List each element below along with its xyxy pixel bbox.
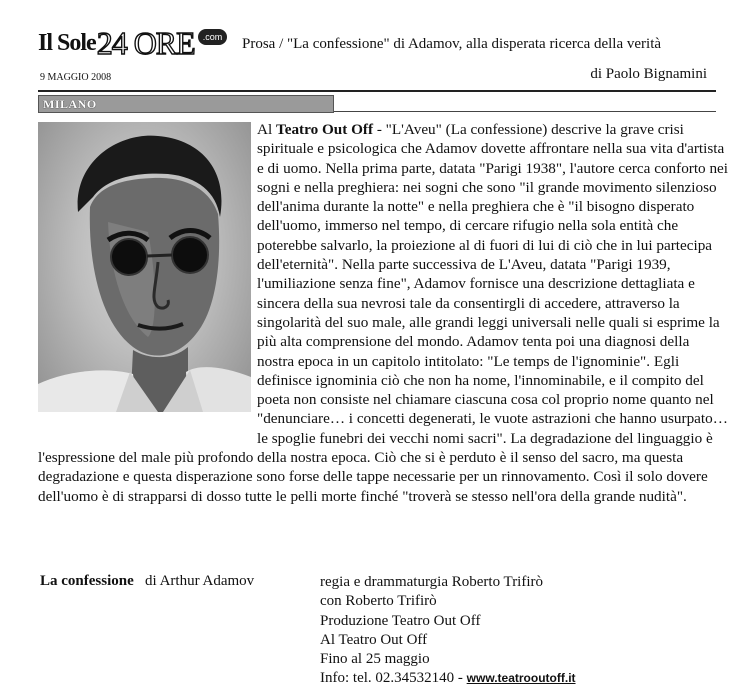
credit-line: Fino al 25 maggio bbox=[320, 651, 430, 668]
website-link[interactable]: www.teatrooutoff.it bbox=[466, 671, 576, 686]
credit-line: regia e drammaturgia Roberto Trifirò bbox=[320, 574, 544, 590]
production-title bbox=[40, 573, 254, 590]
logo-il-sole: Il Sole bbox=[38, 30, 96, 56]
logo-24-ore: 24 ORE bbox=[96, 25, 195, 61]
credit-line: con Roberto Trifirò bbox=[320, 593, 437, 610]
publication-date: 9 MAGGIO 2008 bbox=[40, 72, 112, 83]
section-label: MILANO bbox=[43, 97, 97, 111]
production-credits bbox=[320, 573, 576, 689]
play-author: di Arthur Adamov bbox=[145, 573, 255, 589]
credit-info-line bbox=[320, 669, 576, 688]
info-phone: Info: tel. 02.34532140 - bbox=[320, 670, 467, 687]
photo-spacer bbox=[38, 120, 257, 438]
play-title: La confessione bbox=[40, 573, 134, 589]
header-rule bbox=[38, 90, 716, 92]
article-venue: Teatro Out Off bbox=[275, 121, 374, 138]
logo-com-badge: .com bbox=[198, 29, 228, 45]
section-rule bbox=[334, 111, 716, 112]
article-body bbox=[38, 120, 728, 506]
credit-line: Produzione Teatro Out Off bbox=[320, 612, 481, 629]
newspaper-logo bbox=[38, 22, 227, 61]
credit-line: Al Teatro Out Off bbox=[320, 631, 428, 648]
section-bar bbox=[38, 95, 334, 113]
article-text: - "L'Aveu" (La confessione) descrive la grave crisi spirituale e psicologica che Adamov dovette affrontare nella sua vita d'artista e di uomo. Nella prima parte, datata "Parigi 1938", l'autore cerca conforto nei sogni e nella preghiera: nei sogni che sono "il grande movimento silenzioso dell'anima durante la notte" e nella preghiera che è "il bisogno disperato dell'uomo, immerso nel tempo, di cercare rifugio nella sola entità che poterebbe salvarlo, la proiezione al di fuori di lui di ciò che in lui partecipa dell'eternità". Nella parte successiva de L'Aveu, datata "Parigi 1939, l'umiliazione senza fine", Adamov fornisce una descrizione dettagliata e sincera della sua nevrosi tale da consentirgli di accedere, attraverso la singolarità del suo male, alle grandi leggi universali nelle quali si esprime la più alta comprensione del mondo. Adamov tenta poi una diagnosi della nostra epoca in un capitolo intitolato: "Le temps de l'ignominie". Egli definisce ignominia ciò che non ha nome, l'innominabile, e il compito del poeta non consiste nel chiamare ciascuna cosa col proprio nome quanto nel "denunciare… i concetti degenerati, le vuote astrazioni che hanno usurpato… le spoglie funebri dei vecchi nomi sacri". La degradazione del linguaggio è l'espressione del male più profondo della nostra epoca. Ciò che si è perduto è il senso del sacro, ma questa degradazione e questa disperazione sono forse delle tappe necessarie per un rinnovamento. Così il solo dovere dell'uomo è di strapparsi di dosso tutte le pelli morte finché "troverà se stesso nell'ora della grande nudità". bbox=[38, 121, 729, 505]
article-author: di Paolo Bignamini bbox=[590, 66, 707, 82]
article-intro-prefix: Al bbox=[257, 121, 276, 138]
article-headline: Prosa / "La confessione" di Adamov, alla disperata ricerca della verità bbox=[242, 36, 662, 52]
